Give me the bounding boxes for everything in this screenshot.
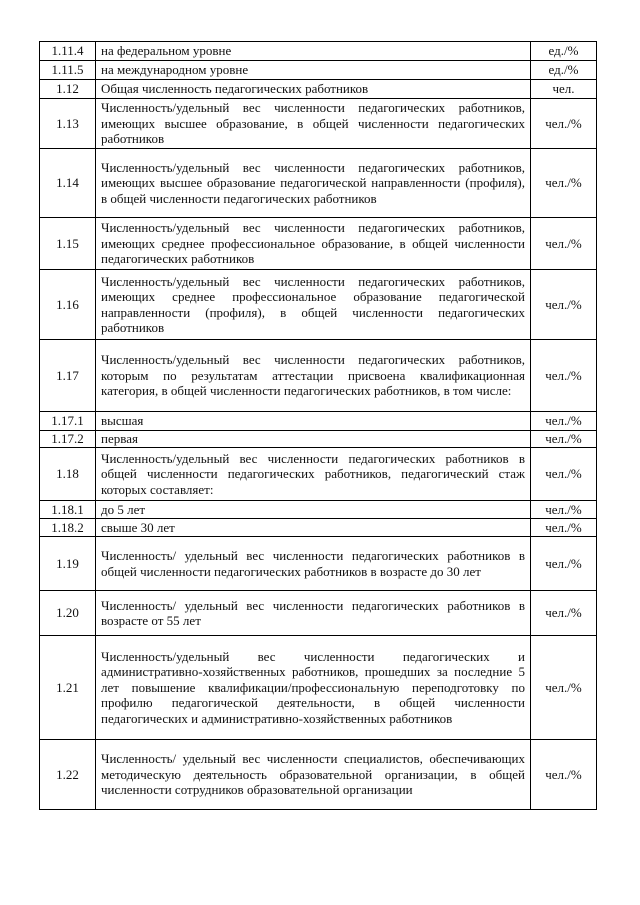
table-row — [40, 340, 597, 412]
table-row — [40, 448, 597, 501]
row-unit: чел./% — [531, 591, 597, 636]
row-number: 1.15 — [40, 218, 96, 270]
row-description: Численность/удельный вес численности педагогических работников, которым по результатам аттестации присвоена квалификационная категория, в общей численности педагогических работников, в том числе: — [96, 340, 531, 412]
row-number: 1.18 — [40, 448, 96, 501]
row-description: Численность/удельный вес численности педагогических и административно-хозяйственных работников, прошедших за последние 5 лет повышение квалификации/профессиональную переподготовку по профилю педагогической деятельности, в общей численности педагогических и административно-хозяйственных работников — [96, 636, 531, 740]
table-row — [40, 42, 597, 61]
row-number: 1.11.5 — [40, 61, 96, 80]
row-number: 1.18.2 — [40, 519, 96, 537]
row-unit: чел./% — [531, 448, 597, 501]
row-description: первая — [96, 431, 531, 448]
row-description: Численность/ удельный вес численности специалистов, обеспечивающих методическую деятельность образовательной организации, в общей численности сотрудников образовательной организации — [96, 740, 531, 810]
table-row — [40, 412, 597, 431]
row-unit: чел./% — [531, 740, 597, 810]
row-description: высшая — [96, 412, 531, 431]
table-row — [40, 218, 597, 270]
row-description: Численность/ удельный вес численности педагогических работников в возрасте от 55 лет — [96, 591, 531, 636]
table-row — [40, 501, 597, 519]
row-number: 1.17 — [40, 340, 96, 412]
row-description: свыше 30 лет — [96, 519, 531, 537]
row-number: 1.20 — [40, 591, 96, 636]
table-row — [40, 431, 597, 448]
table-row — [40, 61, 597, 80]
row-number: 1.17.1 — [40, 412, 96, 431]
row-unit: чел./% — [531, 218, 597, 270]
row-number: 1.12 — [40, 80, 96, 99]
row-unit: чел. — [531, 80, 597, 99]
row-unit: чел./% — [531, 636, 597, 740]
table-row — [40, 99, 597, 149]
row-unit: чел./% — [531, 501, 597, 519]
row-description: Численность/удельный вес численности педагогических работников в общей численности педагогических работников, педагогический стаж которых составляет: — [96, 448, 531, 501]
row-unit: чел./% — [531, 412, 597, 431]
row-description: Численность/удельный вес численности педагогических работников, имеющих среднее профессиональное образование, в общей численности педагогических работников — [96, 218, 531, 270]
row-number: 1.18.1 — [40, 501, 96, 519]
row-unit: чел./% — [531, 537, 597, 591]
row-description: Численность/удельный вес численности педагогических работников, имеющих высшее образование, в общей численности педагогических работников — [96, 99, 531, 149]
row-number: 1.21 — [40, 636, 96, 740]
row-unit: чел./% — [531, 270, 597, 340]
row-unit: чел./% — [531, 99, 597, 149]
table-row — [40, 80, 597, 99]
row-unit: ед./% — [531, 61, 597, 80]
row-number: 1.11.4 — [40, 42, 96, 61]
row-description: до 5 лет — [96, 501, 531, 519]
row-unit: чел./% — [531, 431, 597, 448]
row-description: Общая численность педагогических работников — [96, 80, 531, 99]
row-description: Численность/ удельный вес численности педагогических работников в общей численности педагогических работников в возрасте до 30 лет — [96, 537, 531, 591]
table-row — [40, 270, 597, 340]
table-row — [40, 591, 597, 636]
row-unit: чел./% — [531, 340, 597, 412]
row-description: на федеральном уровне — [96, 42, 531, 61]
indicators-table — [39, 41, 597, 810]
table-row — [40, 537, 597, 591]
row-unit: ед./% — [531, 42, 597, 61]
row-description: Численность/удельный вес численности педагогических работников, имеющих высшее образование педагогической направленности (профиля), в общей численности педагогических работников — [96, 149, 531, 218]
table-row — [40, 636, 597, 740]
table-row — [40, 149, 597, 218]
row-number: 1.14 — [40, 149, 96, 218]
row-number: 1.19 — [40, 537, 96, 591]
row-number: 1.13 — [40, 99, 96, 149]
row-number: 1.22 — [40, 740, 96, 810]
table-row — [40, 519, 597, 537]
row-description: Численность/удельный вес численности педагогических работников, имеющих среднее профессиональное образование педагогической направленности (профиля), в общей численности педагогических работников — [96, 270, 531, 340]
row-number: 1.16 — [40, 270, 96, 340]
row-unit: чел./% — [531, 149, 597, 218]
row-number: 1.17.2 — [40, 431, 96, 448]
table-row — [40, 740, 597, 810]
row-description: на международном уровне — [96, 61, 531, 80]
row-unit: чел./% — [531, 519, 597, 537]
